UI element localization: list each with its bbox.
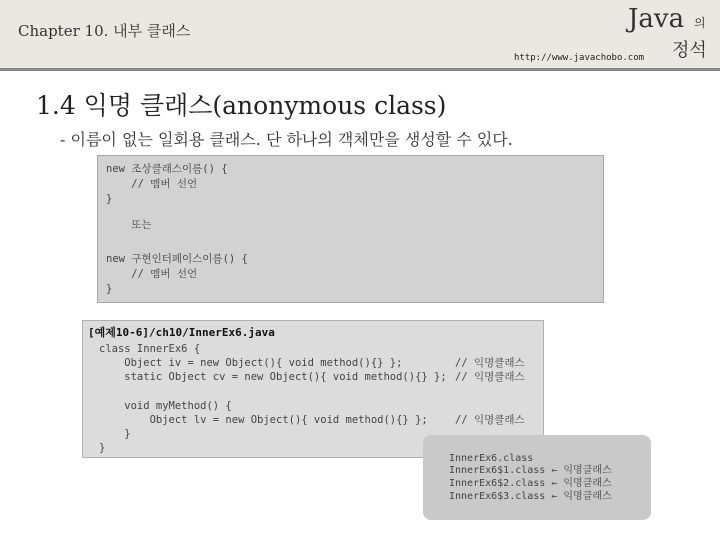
code-line: class InnerEx6 { [99,343,201,355]
example-title: [예제10-6]/ch10/InnerEx6.java [88,326,275,339]
code-line: Object lv = new Object(){ void method(){} }; [99,414,428,426]
output-line: InnerEx6.class [449,453,534,464]
syntax-line: new 구현인터페이스이름() { [106,253,248,265]
brand-jeongseok: 정석 [672,40,707,61]
code-line: Object iv = new Object(){ void method(){} }; [99,357,403,369]
code-line: } [99,428,131,440]
compiled-output-box [423,435,651,520]
code-line: static Object cv = new Object(){ void method(){} }; [99,371,447,383]
slide-subtitle: - 이름이 없는 일회용 클래스. 단 하나의 객체만을 생성할 수 있다. [60,130,513,149]
code-line: } [99,442,106,454]
output-line: InnerEx6$3.class ← 익명클래스 [449,491,612,502]
syntax-line: // 멤버 선언 [106,268,198,280]
code-comment: // 익명클래스 [455,414,525,426]
syntax-line: } [106,283,113,295]
code-comment: // 익명클래스 [455,371,525,383]
syntax-line: 또는 [106,219,152,231]
syntax-line: new 조상클래스이름() { [106,163,228,175]
chapter-title: Chapter 10. 내부 클래스 [18,22,191,40]
syntax-line: } [106,193,113,205]
site-url: http://www.javachobo.com [514,53,645,63]
brand-java: Java [628,4,685,34]
syntax-line: // 멤버 선언 [106,178,198,190]
header-divider [0,68,720,71]
code-line: void myMethod() { [99,400,232,412]
output-line: InnerEx6$1.class ← 익명클래스 [449,465,612,476]
slide-title: 1.4 익명 클래스(anonymous class) [36,91,447,120]
code-comment: // 익명클래스 [455,357,525,369]
syntax-box [97,155,604,303]
output-line: InnerEx6$2.class ← 익명클래스 [449,478,612,489]
brand-ui: 의 [694,16,706,30]
